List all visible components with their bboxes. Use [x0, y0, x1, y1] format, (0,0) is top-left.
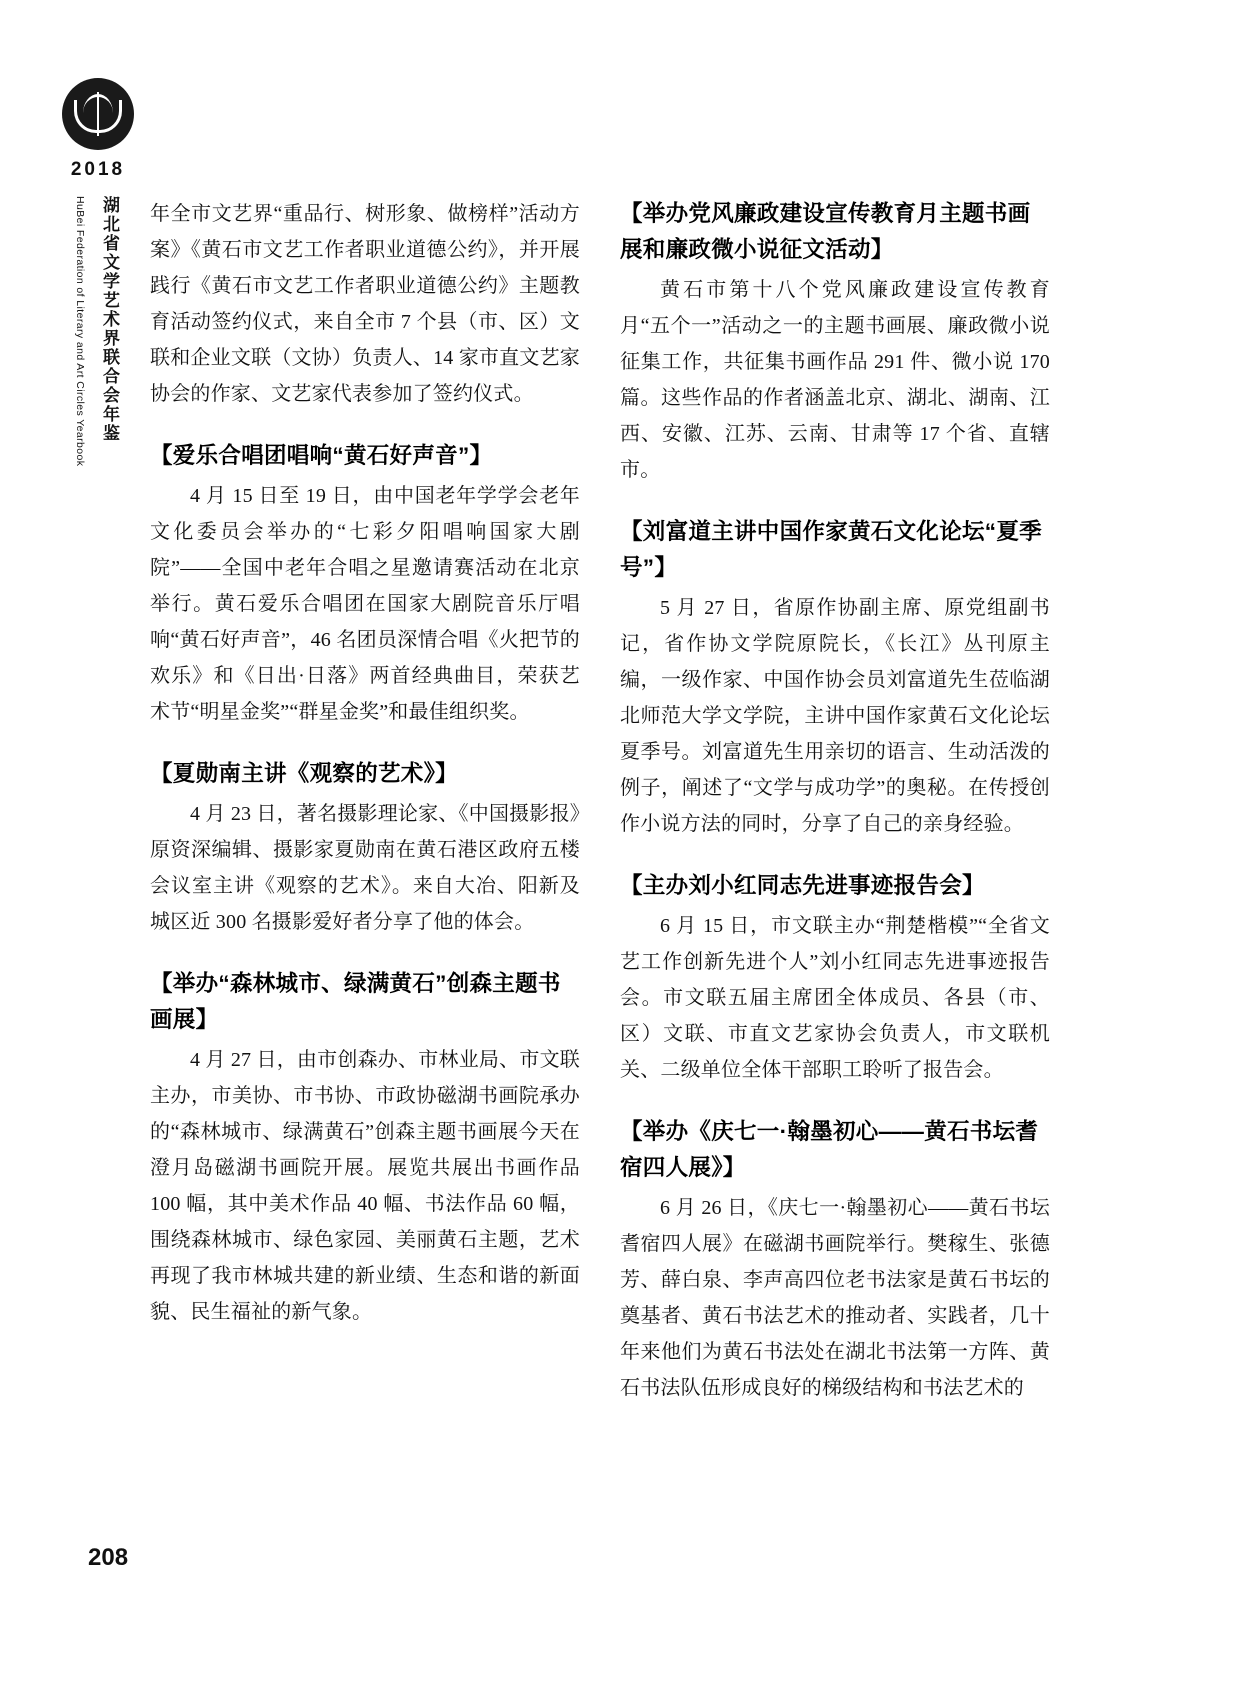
- emblem-swoosh-icon: [83, 94, 113, 113]
- paragraph: 6 月 15 日，市文联主办“荆楚楷模”“全省文艺工作创新先进个人”刘小红同志先进事迹报告会。市文联五届主席团全体成员、各县（市、区）文联、市直文艺家协会负责人，市文联机关、二级单位全体干部职工聆听了报告会。: [620, 915, 1050, 1081]
- paragraph: 4 月 23 日，著名摄影理论家、《中国摄影报》原资深编辑、摄影家夏勋南在黄石港区政府五楼会议室主讲《观察的艺术》。来自大冶、阳新及城区近 300 名摄影爱好者分享了他的体会。: [150, 803, 580, 933]
- paragraph: 年全市文艺界“重品行、树形象、做榜样”活动方案》《黄石市文艺工作者职业道德公约》，并开展践行《黄石市文艺工作者职业道德公约》主题教育活动签约仪式，来自全市 7 个县（市、区）文联和企业文联（文协）负责人、14 家市直文艺家协会的作家、文艺家代表参加了签约仪式。: [150, 203, 580, 405]
- left-text-column: [150, 196, 580, 1332]
- spine-title-english: HuBei Federation of Literary and Art Circles Yearbook: [74, 196, 86, 467]
- section-heading: 【刘富道主讲中国作家黄石文化论坛“夏季号”】: [620, 519, 1042, 580]
- section-heading: 【夏勋南主讲《观察的艺术》】: [150, 761, 458, 786]
- spine-title-block: [72, 196, 134, 576]
- paragraph: 黄石市第十八个党风廉政建设宣传教育月“五个一”活动之一的主题书画展、廉政微小说征集工作，共征集书画作品 291 件、微小说 170 篇。这些作品的作者涵盖北京、湖北、湖南、江西、安徽、江苏、云南、甘肃等 17 个省、直辖市。: [620, 279, 1050, 481]
- section-heading: 【主办刘小红同志先进事迹报告会】: [620, 873, 985, 898]
- masthead: [60, 78, 150, 181]
- paragraph: 4 月 27 日，由市创森办、市林业局、市文联主办，市美协、市书协、市政协磁湖书画院承办的“森林城市、绿满黄石”创森主题书画展今天在澄月岛磁湖书画院开展。展览共展出书画作品 100 幅，其中美术作品 40 幅、书法作品 60 幅，围绕森林城市、绿色家园、美丽黄石主题，艺术再现了我市林城共建的新业绩、生态和谐的新面貌、民生福祉的新气象。: [150, 1049, 580, 1323]
- section-heading: 【爱乐合唱团唱响“黄石好声音”】: [150, 443, 493, 468]
- spine-title-chinese: 湖北省文学艺术界联合会年鉴: [100, 196, 119, 443]
- circle-emblem-icon: [62, 78, 134, 150]
- paragraph: 6 月 26 日，《庆七一·翰墨初心——黄石书坛耆宿四人展》在磁湖书画院举行。樊稼生、张德芳、薛白泉、李声高四位老书法家是黄石书坛的奠基者、黄石书法艺术的推动者、实践者，几十年来他们为黄石书法处在湖北书法第一方阵、黄石书法队伍形成良好的梯级结构和书法艺术的: [620, 1197, 1050, 1399]
- page-number: 208: [88, 1544, 129, 1571]
- paragraph: 4 月 15 日至 19 日，由中国老年学学会老年文化委员会举办的“七彩夕阳唱响国家大剧院”——全国中老年合唱之星邀请赛活动在北京举行。黄石爱乐合唱团在国家大剧院音乐厅唱响“黄石好声音”，46 名团员深情合唱《火把节的欢乐》和《日出·日落》两首经典曲目，荣获艺术节“明星金奖”“群星金奖”和最佳组织奖。: [150, 485, 580, 723]
- section-heading: 【举办“森林城市、绿满黄石”创森主题书画展】: [150, 971, 561, 1032]
- section-heading: 【举办《庆七一·翰墨初心——黄石书坛耆宿四人展》】: [620, 1119, 1039, 1180]
- yearbook-year: 2018: [70, 159, 126, 180]
- section-heading: 【举办党风廉政建设宣传教育月主题书画展和廉政微小说征文活动】: [620, 201, 1031, 262]
- paragraph: 5 月 27 日，省原作协副主席、原党组副书记，省作协文学院原院长，《长江》丛刊原主编，一级作家、中国作协会员刘富道先生莅临湖北师范大学文学院，主讲中国作家黄石文化论坛夏季号。刘富道先生用亲切的语言、生动活泼的例子，阐述了“文学与成功学”的奥秘。在传授创作小说方法的同时，分享了自己的亲身经验。: [620, 597, 1050, 835]
- right-text-column: [620, 196, 1050, 1408]
